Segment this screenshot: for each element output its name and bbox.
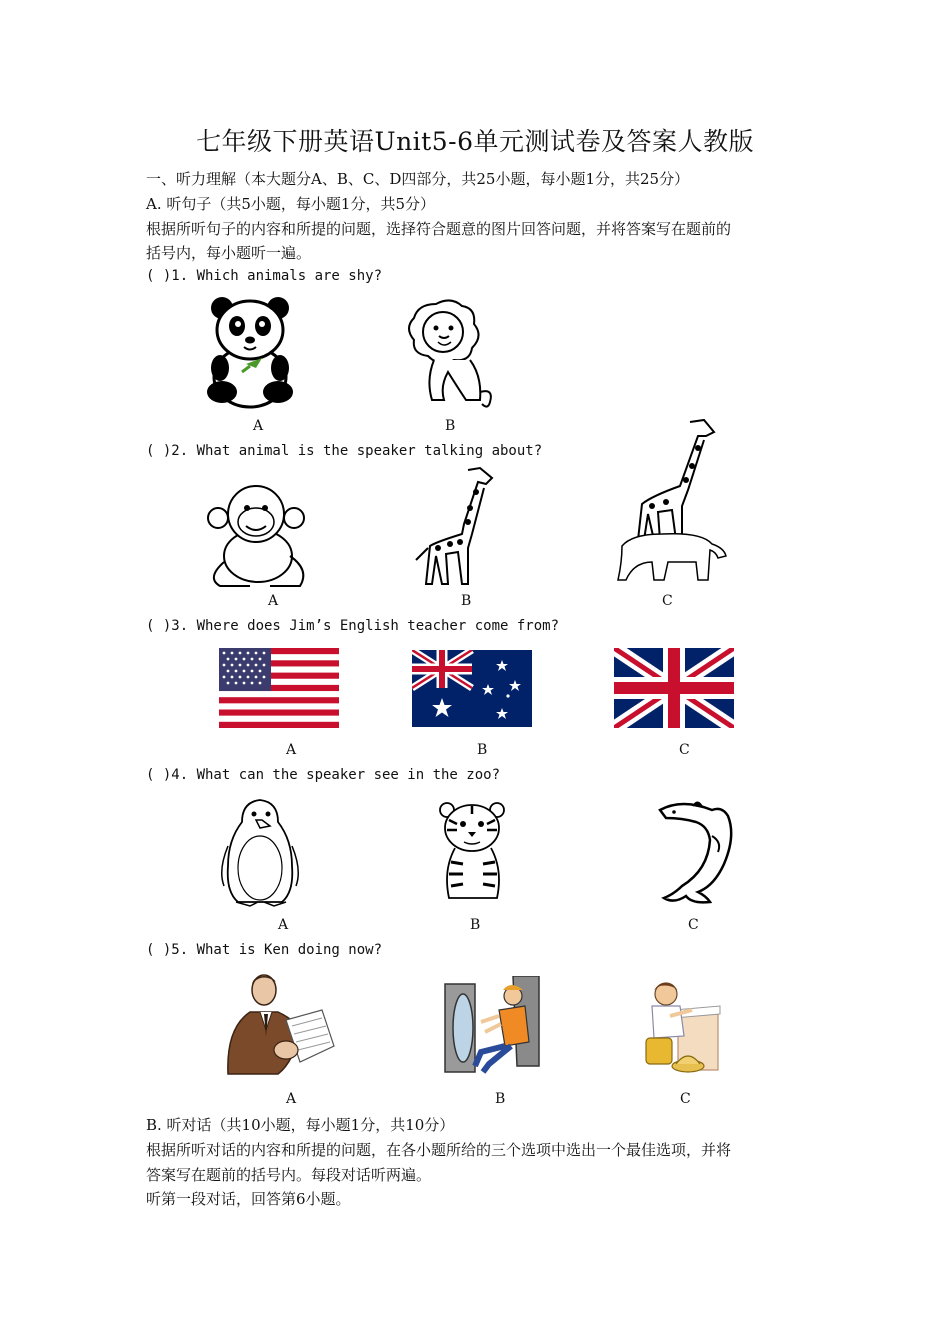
option-label: A: [268, 593, 279, 609]
part-a-heading: A. 听句子（共5小题，每小题1分，共5分）: [146, 195, 436, 213]
option-label: C: [662, 593, 673, 609]
option-label: C: [688, 917, 699, 933]
monkey-image: [200, 482, 312, 588]
lion-image: [396, 296, 496, 410]
panda-image: [200, 292, 300, 410]
man-reading-image: [222, 970, 336, 1076]
option-label: B: [445, 418, 456, 434]
part-b-instruction-cont: 答案写在题前的括号内。每段对话听两遍。: [146, 1166, 432, 1184]
question-5: ( )5. What is Ken doing now?: [146, 942, 383, 958]
question-2: ( )2. What animal is the speaker talking about?: [146, 443, 543, 459]
giraffe-elephant-image: [612, 416, 732, 586]
option-label: B: [461, 593, 472, 609]
giraffe-image: [406, 464, 498, 588]
part-b-heading: B. 听对话（共10小题，每小题1分，共10分）: [146, 1116, 455, 1134]
part-b-dialogue-note: 听第一段对话，回答第6小题。: [146, 1190, 351, 1208]
dolphin-image: [652, 796, 736, 908]
uk-flag-image: [614, 648, 734, 728]
option-label: C: [680, 1091, 691, 1107]
section-heading: 一、听力理解（本大题分A、B、C、D四部分，共25小题，每小题1分，共25分）: [146, 170, 690, 188]
option-label: B: [495, 1091, 506, 1107]
usa-flag-image: [219, 648, 339, 728]
penguin-image: [218, 796, 302, 908]
boy-doing-homework-image: [640, 976, 722, 1076]
page-title: 七年级下册英语Unit5-6单元测试卷及答案人教版: [196, 127, 754, 156]
option-label: B: [477, 742, 488, 758]
option-label: C: [679, 742, 690, 758]
australia-flag-image: [412, 650, 532, 727]
question-3: ( )3. Where does Jim’s English teacher come from?: [146, 618, 560, 634]
option-label: B: [470, 917, 481, 933]
option-label: A: [286, 1091, 297, 1107]
option-label: A: [286, 742, 297, 758]
part-a-instruction: 根据所听句子的内容和所提的问题，选择符合题意的图片回答问题，并将答案写在题前的: [146, 220, 732, 238]
tiger-image: [435, 800, 511, 902]
option-label: A: [253, 418, 264, 434]
question-1: ( )1. Which animals are shy?: [146, 268, 383, 284]
part-a-instruction-cont: 括号内，每小题听一遍。: [146, 244, 312, 262]
option-label: A: [278, 917, 289, 933]
part-b-instruction: 根据所听对话的内容和所提的问题，在各小题所给的三个选项中选出一个最佳选项，并将: [146, 1141, 732, 1159]
question-4: ( )4. What can the speaker see in the zoo?: [146, 767, 501, 783]
boy-watching-tv-image: [441, 976, 541, 1076]
